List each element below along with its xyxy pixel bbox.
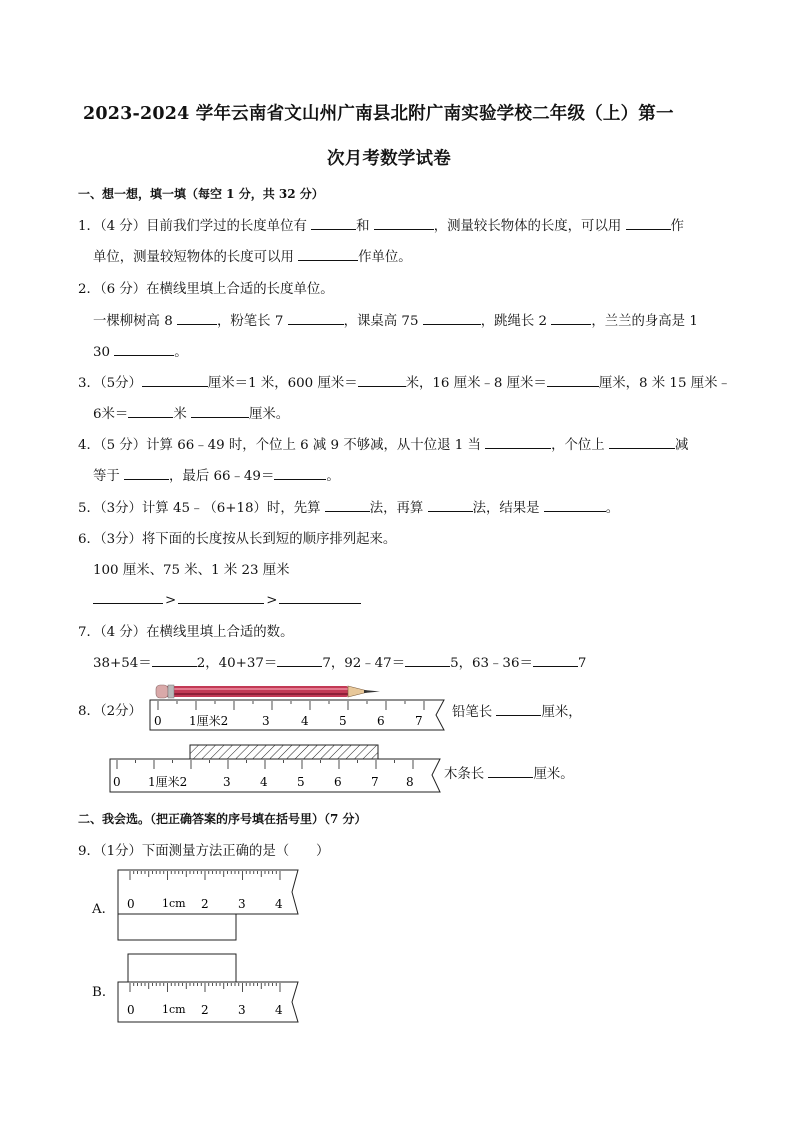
pencil-image (156, 685, 380, 698)
option-b-ruler (118, 982, 298, 1022)
ruler-1-label: 3 (262, 714, 270, 728)
ruler-2-label: 4 (260, 775, 268, 789)
ruler-1-label: 4 (301, 714, 309, 728)
question-4-line1: 4．（5 分）计算 66﹣49 时，个位上 6 减 9 不够减，从十位退 1 当 ，个位上 减 (78, 434, 688, 453)
exam-title-line2: 次月考数学试卷 (327, 149, 451, 169)
answer-blank[interactable] (547, 373, 599, 387)
section-2-heading: 二、我会选。（把正确答案的序号填在括号里）（7 分） (78, 812, 367, 826)
ruler-2-label: 6 (334, 775, 342, 789)
ruler-1 (150, 700, 444, 730)
answer-blank[interactable] (428, 498, 473, 512)
answer-blank[interactable] (374, 216, 434, 230)
wood-strip (190, 745, 378, 759)
exam-title-line1: 2023-2024 学年云南省文山州广南县北附广南实验学校二年级（上）第一 (83, 104, 674, 124)
ruler-2-label: 8 (406, 775, 414, 789)
question-1-line2: 单位，测量较短物体的长度可以用 作单位。 (93, 246, 412, 265)
answer-blank[interactable] (533, 653, 578, 667)
answer-blank[interactable] (488, 764, 533, 778)
question-9: 9．（1分）下面测量方法正确的是（ ） (78, 844, 330, 859)
answer-blank[interactable] (279, 590, 361, 604)
option-b-label[interactable]: B． (92, 985, 116, 1000)
option-a-ruler-label: 3 (238, 897, 246, 911)
question-3-line1: 3．（5分） 厘米＝1 米，600 厘米＝ 米，16 厘米﹣8 厘米＝ 厘米，8 米 15 厘米﹣ (78, 372, 731, 391)
answer-blank[interactable] (152, 653, 197, 667)
answer-blank[interactable] (178, 590, 264, 604)
answer-blank[interactable] (485, 435, 551, 449)
ruler-1-label: 5 (339, 714, 347, 728)
option-a-ruler (118, 870, 298, 914)
option-a-ruler-label: 1cm (162, 897, 186, 910)
option-b-figure (116, 952, 302, 1026)
option-b-ruler-label: 4 (275, 1003, 283, 1017)
question-5: 5．（3分）计算 45﹣（6+18）时，先算 法，再算 法，结果是 。 (78, 497, 619, 516)
ruler-1-label: 6 (377, 714, 385, 728)
answer-blank[interactable] (298, 247, 358, 261)
option-a-figure (116, 868, 302, 942)
pencil-ruler-figure (148, 680, 453, 736)
answer-blank[interactable] (551, 311, 591, 325)
question-7-line1: 7．（4 分）在横线里填上合适的数。 (78, 625, 294, 640)
answer-blank[interactable] (423, 311, 481, 325)
question-2-line2: 一棵柳树高 8 ，粉笔长 7 ，课桌高 75 ，跳绳长 2 ，兰兰的身高是 1 (93, 310, 698, 329)
option-b-ruler-label: 2 (201, 1003, 209, 1017)
question-6-line1: 6．（3分）将下面的长度按从长到短的顺序排列起来。 (78, 532, 397, 547)
option-b-ruler-label: 1cm (162, 1003, 186, 1016)
ruler-1-label: 1厘米2 (189, 714, 229, 728)
answer-blank[interactable] (626, 216, 671, 230)
ruler-1-label: 7 (415, 714, 423, 728)
answer-blank[interactable] (93, 590, 163, 604)
answer-blank[interactable] (288, 311, 344, 325)
option-a-ruler-label: 2 (201, 897, 209, 911)
answer-blank[interactable] (311, 216, 356, 230)
question-3-line2: 6米＝ 米 厘米。 (93, 403, 289, 422)
option-a-ruler-label: 4 (275, 897, 283, 911)
option-a-object (118, 914, 236, 940)
question-2-line1: 2．（6 分）在横线里填上合适的长度单位。 (78, 282, 334, 297)
option-b-ruler-label: 3 (238, 1003, 246, 1017)
answer-blank[interactable] (405, 653, 450, 667)
pencil-length-answer: 铅笔长 厘米， (452, 701, 582, 720)
question-8-label: 8．（2分） (78, 704, 142, 719)
option-b-ruler-label: 0 (127, 1003, 135, 1017)
ruler-2-label: 1厘米2 (148, 775, 188, 789)
ruler-1-label: 0 (154, 714, 162, 728)
answer-blank[interactable] (277, 653, 322, 667)
wood-ruler-figure (108, 742, 446, 796)
ruler-2-label: 7 (371, 775, 379, 789)
answer-blank[interactable] (191, 404, 249, 418)
section-1-heading: 一、想一想，填一填（每空 1 分，共 32 分） (78, 187, 324, 201)
option-b-object (128, 954, 236, 982)
answer-blank[interactable] (358, 373, 406, 387)
answer-blank[interactable] (274, 466, 326, 480)
answer-blank[interactable] (496, 702, 541, 716)
question-4-line2: 等于 ，最后 66﹣49＝ 。 (93, 465, 340, 484)
option-a-ruler-label: 0 (127, 897, 135, 911)
answer-blank[interactable] (114, 342, 174, 356)
question-6-ordering: > > (93, 590, 361, 608)
answer-blank[interactable] (609, 435, 675, 449)
ruler-2-label: 0 (113, 775, 121, 789)
question-2-line3: 30 。 (93, 341, 188, 360)
answer-blank[interactable] (142, 373, 208, 387)
question-1-line1: 1．（4 分）目前我们学过的长度单位有 和 ，测量较长物体的长度，可以用 作 (78, 215, 684, 234)
answer-blank[interactable] (177, 311, 217, 325)
answer-blank[interactable] (544, 498, 606, 512)
wood-length-answer: 木条长 厘米。 (444, 763, 574, 782)
answer-blank[interactable] (128, 404, 173, 418)
question-6-line2: 100 厘米、75 米、1 米 23 厘米 (93, 563, 290, 578)
answer-blank[interactable] (325, 498, 370, 512)
answer-blank[interactable] (124, 466, 169, 480)
ruler-2 (110, 759, 440, 792)
option-a-label[interactable]: A． (92, 902, 116, 917)
ruler-2-label: 5 (297, 775, 305, 789)
question-7-line2: 38+54＝ 2，40+37＝ 7，92﹣47＝ 5，63﹣36＝ 7 (93, 652, 586, 671)
ruler-2-label: 3 (223, 775, 231, 789)
